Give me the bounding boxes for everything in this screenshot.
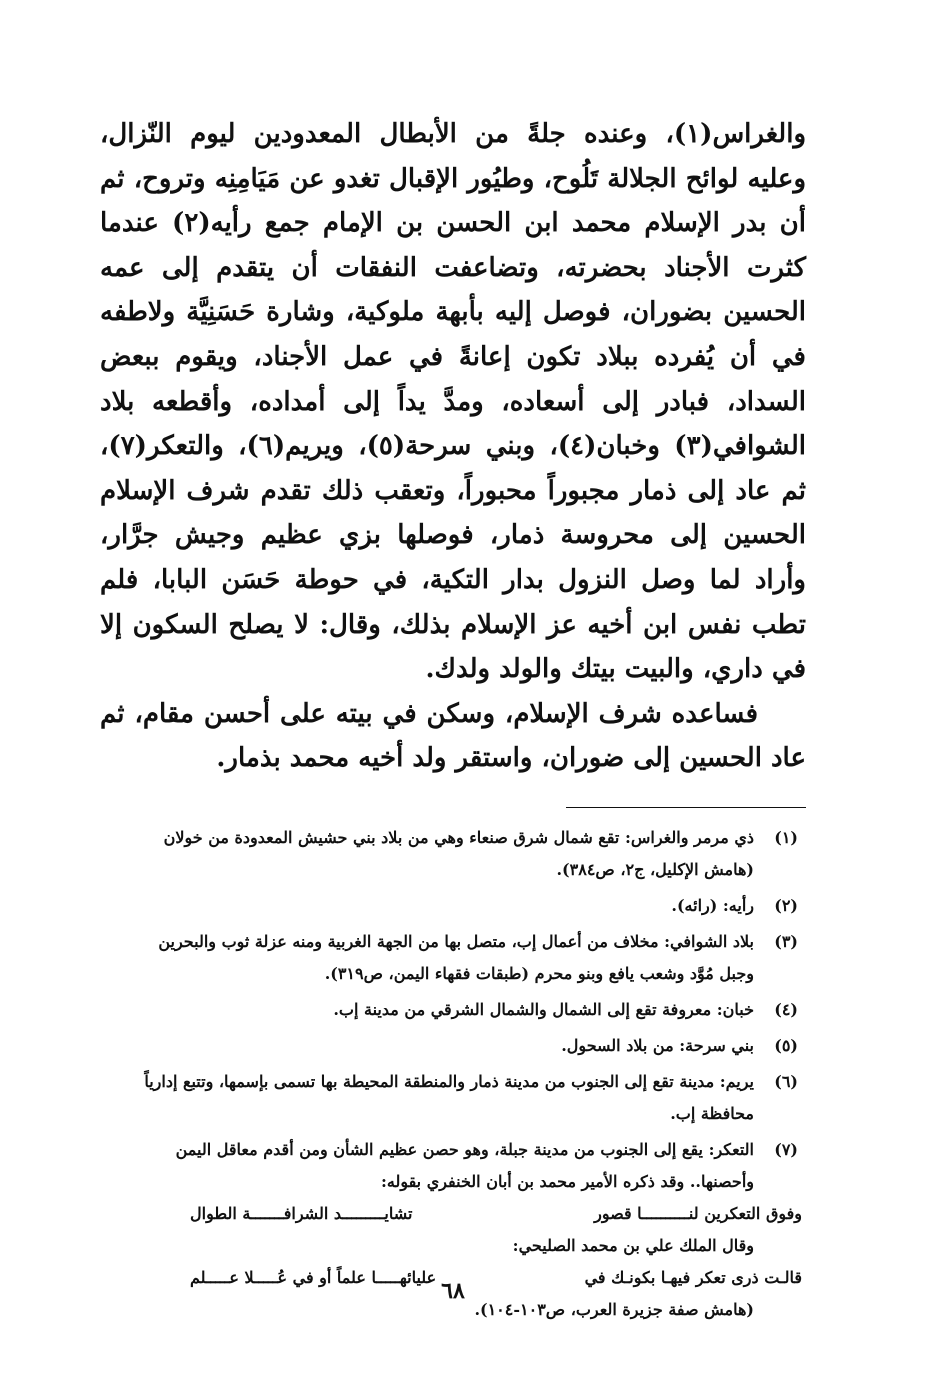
footnote-5 <box>100 1030 806 1062</box>
footnote-separator <box>566 807 806 808</box>
footnote-line: بني سرحة: من بلاد السحول. <box>561 1035 754 1055</box>
footnote-line: خبان: معروفة تقع إلى الشمال والشمال الشرقي من مدينة إب. <box>333 999 754 1019</box>
footnote-line: يريم: مدينة تقع إلى الجنوب من مدينة ذمار والمنطقة المحيطة بها تسمى بإسمها، وتتبع إدارياً <box>144 1071 754 1091</box>
footnote-line: ذي مرمر والغراس: تقع شمال شرق صنعاء وهي من بلاد بني حشيش المعدودة من خولان <box>163 827 754 847</box>
footnote-number: (٤) <box>774 999 798 1019</box>
footnote-4 <box>100 994 806 1026</box>
paragraph-2: فساعده شرف الإسلام، وسكن في بيته على أحسن مقام، ثم عاد الحسين إلى ضوران، واستقر ولد أخيه محمد بذمار. <box>100 698 806 774</box>
verse-hemistich-second: عليائهـــــا علماً أو في عُـــــلا عـــــلم <box>190 1267 437 1287</box>
footnote-3 <box>100 926 806 990</box>
paragraph-1: والغراس(١)، وعنده جلةً من الأبطال المعدودين ليوم النّزال، وعليه لوائح الجلالة تَلُوح، وطيُور الإقبال تغدو عن مَيَامِنِه وتروح، ثم أن بدر الإسلام محمد ابن الحسن بن الإمام جمع رأيه(٢) عندما كثرت الأجناد بحضرته، وتضاعفت النفقات أن يتقدم إلى عمه الحسين بضوران، فوصل إليه بأبهة ملوكية، وشارة حَسَنِيَّة ولاطفه في أن يُفرده ببلاد تكون إعانةً في عمل الأجناد، ويقوم ببعض السداد، فبادر إلى أسعاده، ومدَّ يداً إلى أمداده، وأقطعه بلاد الشوافي(٣) وخبان(٤)، وبني سرحة(٥)، ويريم(٦)، والتعكر(٧)، ثم عاد إلى ذمار مجبوراً محبوراً، وتعقب ذلك تقدم شرف الإسلام الحسين إلى محروسة ذمار، فوصلها بزي عظيم وجيش جرَّار، وأراد لما وصل النزول بدار التكية، في حوطة حَسَن البابا، فلم تطب نفس ابن أخيه عز الإسلام بذلك، وقال: لا يصلح السكون إلا في داري، والبيت بيتك والولد ولدك. <box>100 119 807 685</box>
footnote-line: (هامش الإكليل، ج٢، ص٣٨٤). <box>556 859 754 879</box>
footnote-source: (هامش صفة جزيرة العرب، ص١٠٣-١٠٤). <box>474 1299 754 1319</box>
main-text <box>100 112 806 781</box>
book-page <box>100 112 806 1352</box>
page-number: ٦٨ <box>441 1278 465 1304</box>
footnote-line: رأيه: (رائه). <box>671 895 754 915</box>
footnote-line: وجبل مُوَّد وشعب يافع وبنو محرم (طبقات فقهاء اليمن، ص٣١٩). <box>324 963 754 983</box>
footnote-line: محافظة إب. <box>670 1103 754 1123</box>
footnote-number: (٢) <box>774 895 798 915</box>
verse-hemistich-second: تشايـــــــــد الشرافـــــــة الطوال <box>190 1203 413 1223</box>
verse-hemistich-first: وفوق التعكرين لنــــــــــا قصور <box>594 1203 802 1223</box>
footnote-number: (٣) <box>774 931 798 951</box>
footnote-number: (٦) <box>774 1071 798 1091</box>
footnote-number: (٥) <box>774 1035 798 1055</box>
verse-hemistich-first: قالـت ذرى تعكر فيهـا بكونـك في <box>584 1267 802 1287</box>
footnote-line: وأحصنها.. وقد ذكره الأمير محمد بن أبان الخنفري بقوله: <box>380 1171 754 1191</box>
footnote-line: وقال الملك علي بن محمد الصليحي: <box>512 1235 754 1255</box>
footnote-6 <box>100 1066 806 1130</box>
footnote-1 <box>100 822 806 886</box>
footnote-2 <box>100 890 806 922</box>
footnote-line: التعكر: يقع إلى الجنوب من مدينة جبلة، وهو حصن عظيم الشأن ومن أقدم معاقل اليمن <box>175 1139 754 1159</box>
footnote-number: (١) <box>774 827 798 847</box>
footnotes <box>100 822 806 1326</box>
poem-verse-1 <box>190 1198 802 1230</box>
footnote-line: بلاد الشوافي: مخلاف من أعمال إب، متصل بها من الجهة الغربية ومنه عزلة ثوب والبحرين <box>158 931 754 951</box>
footnote-number: (٧) <box>774 1139 798 1159</box>
